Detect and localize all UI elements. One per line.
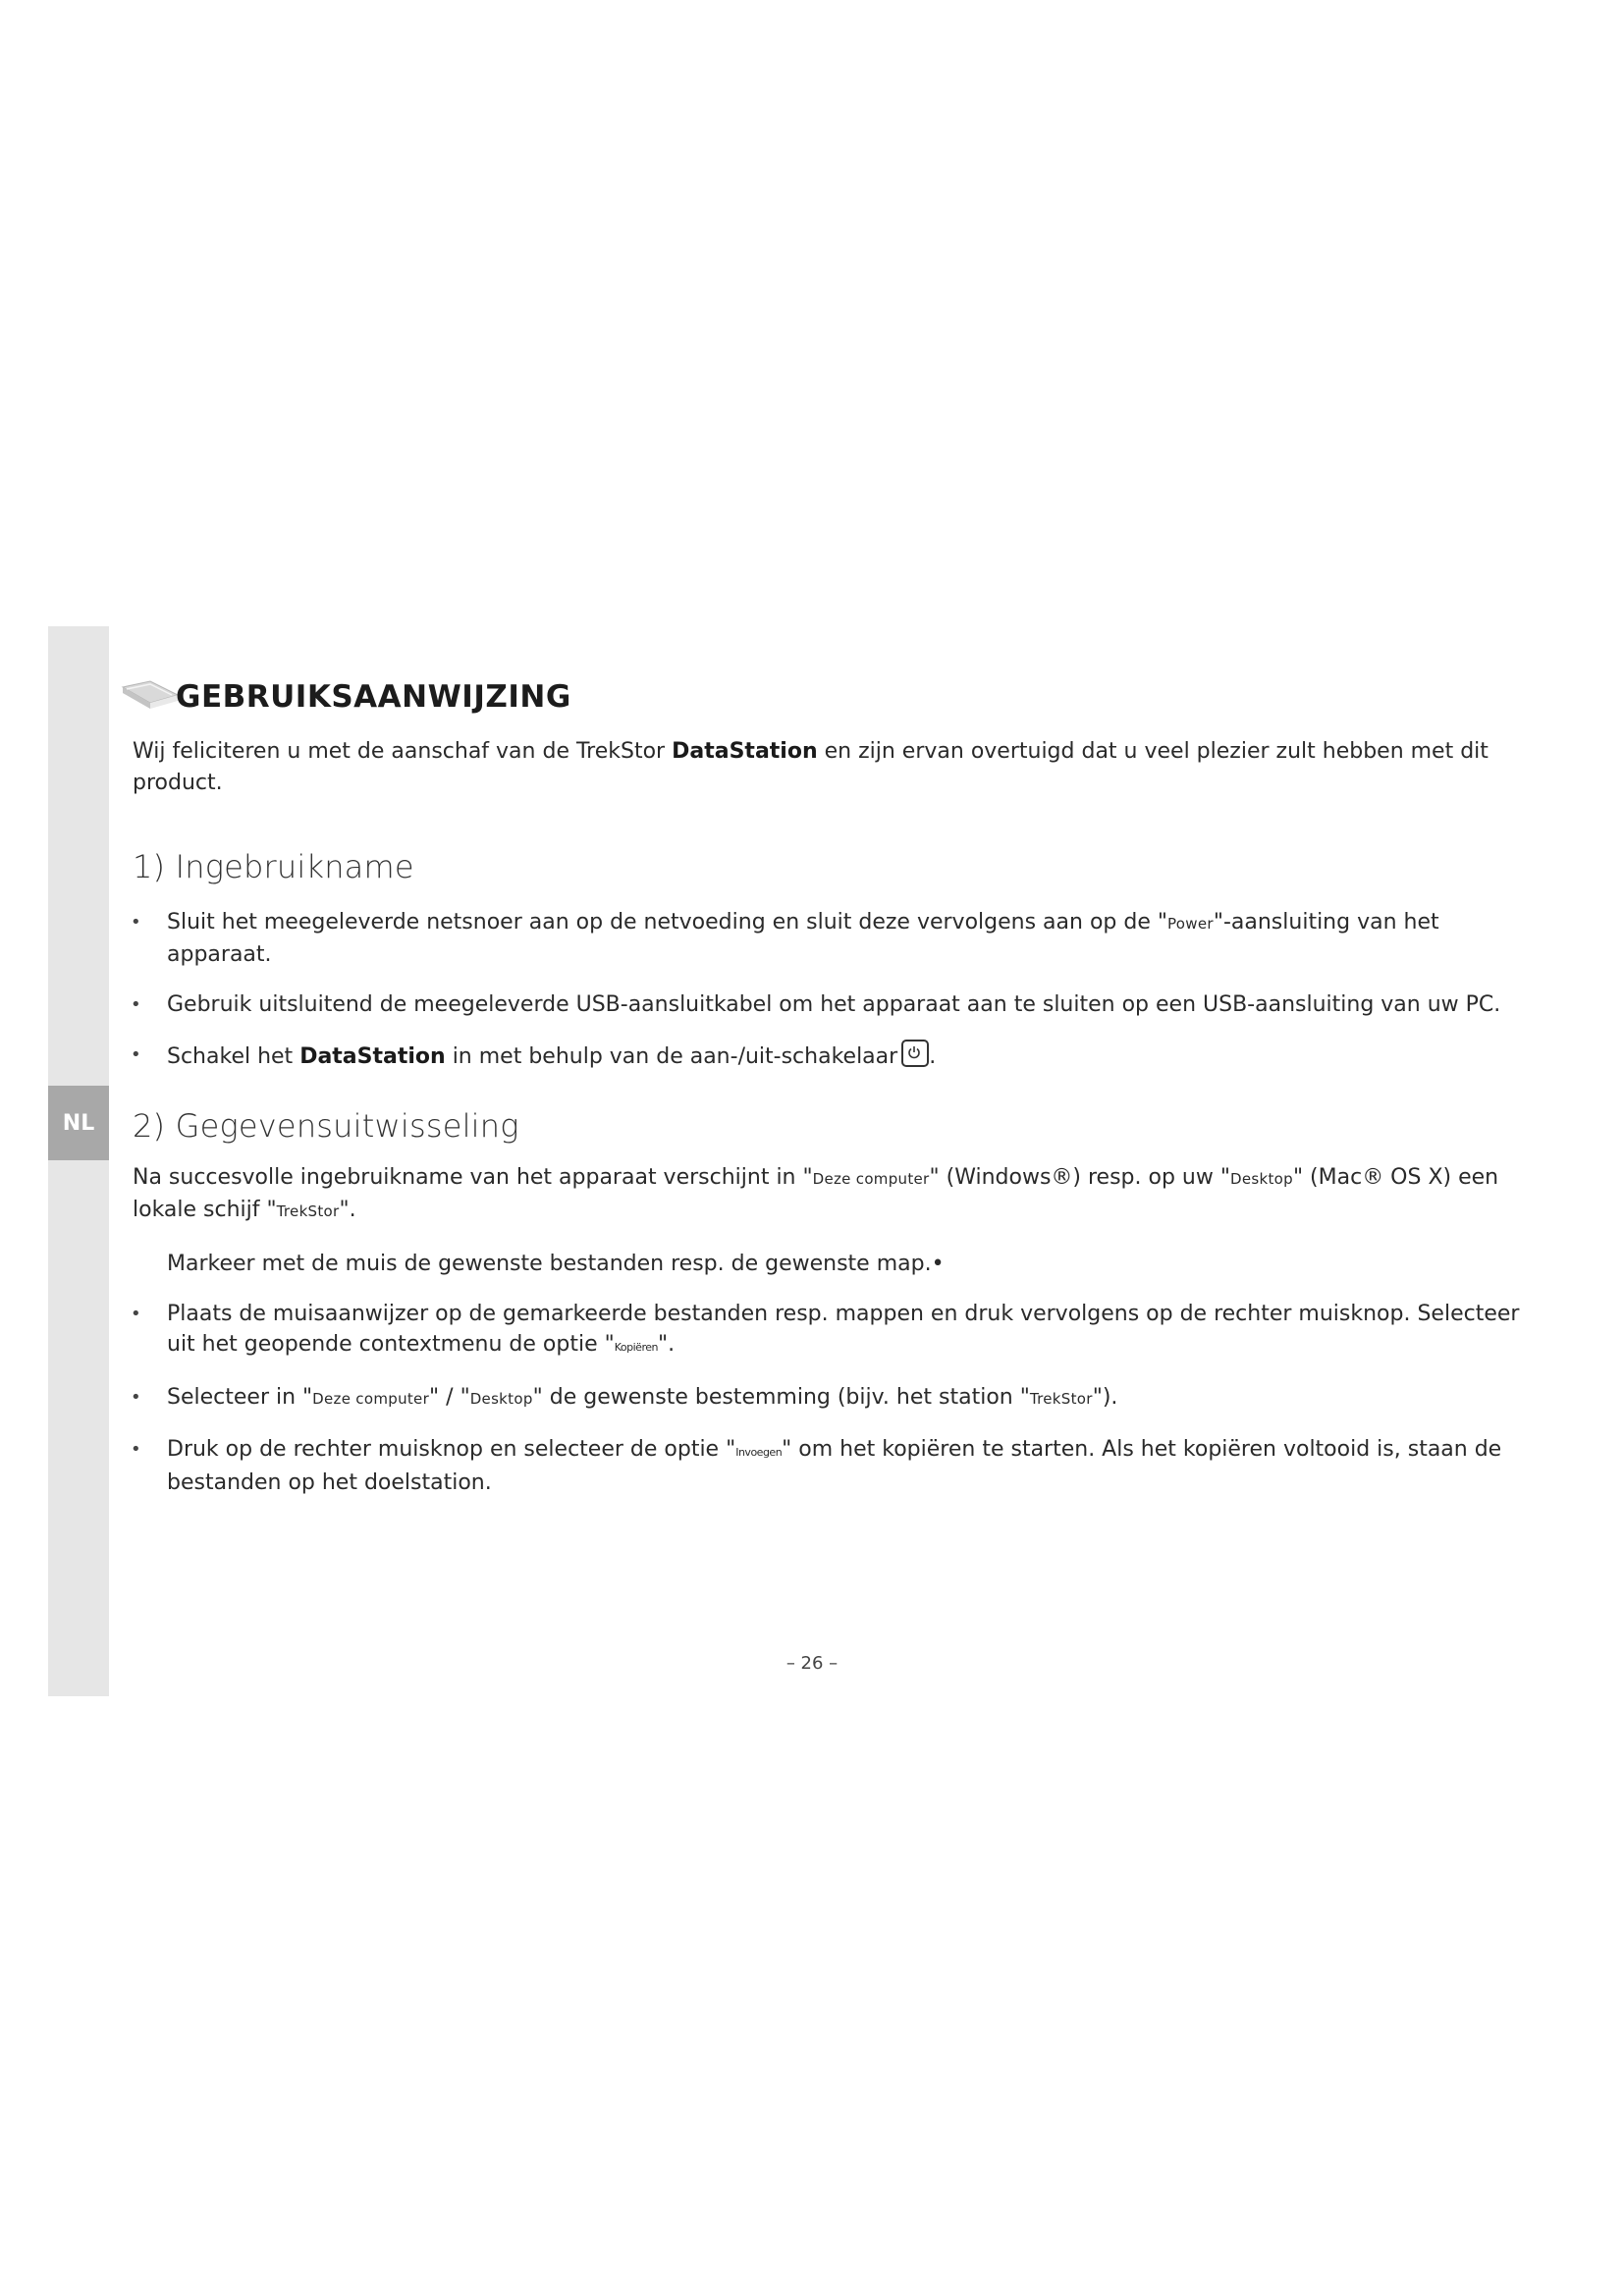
list-item: • Schakel het DataStation in met behulp van de aan-/uit-schakelaar . <box>133 1040 1546 1072</box>
power-icon <box>901 1040 929 1067</box>
product-name: DataStation <box>672 739 818 764</box>
section2-list <box>133 1249 1546 1498</box>
title-row <box>133 667 1546 724</box>
list-item: Markeer met de muis de gewenste bestanden resp. de gewenste map.• <box>167 1252 945 1276</box>
section2-intro: Na succesvolle ingebruikname van het apparaat verschijnt in "Deze computer" (Windows®) resp. op uw "Desktop" (Mac® OS X) een lokale schijf "TrekStor". <box>133 1165 1499 1222</box>
intro-paragraph: Wij feliciteren u met de aanschaf van de TrekStor DataStation en zijn ervan overtuigd dat u veel plezier zult hebben met dit product. <box>133 739 1489 795</box>
section-heading-gegevensuitwisseling: 2) Gegevensuitwisseling <box>133 1107 519 1145</box>
section-heading-ingebruikname: 1) Ingebruikname <box>133 848 414 885</box>
list-item: • Druk op de rechter muisknop en selecteer de optie "Invoegen" om het kopiëren te starten. Als het kopiëren voltooid is, staan de bestanden op het doelstation. <box>131 1437 1502 1495</box>
list-item: • Sluit het meegeleverde netsnoer aan op de netvoeding en sluit deze vervolgens aan op de "Power"-aansluiting van het apparaat. <box>131 910 1439 967</box>
side-margin-bar <box>48 626 109 1696</box>
language-label: NL <box>62 1110 95 1136</box>
manual-page-content <box>133 667 1546 1518</box>
page-number: – 26 – <box>785 1653 839 1674</box>
page-title: GEBRUIKSAANWIJZING <box>176 679 571 715</box>
list-item: • Gebruik uitsluitend de meegeleverde USB-aansluitkabel om het apparaat aan te sluiten op een USB-aansluiting van uw PC. <box>131 992 1501 1017</box>
list-item: • Selecteer in "Deze computer" / "Desktop" de gewenste bestemming (bijv. het station "TrekStor"). <box>131 1385 1118 1410</box>
list-item: • Plaats de muisaanwijzer op de gemarkeerde bestanden resp. mappen en druk vervolgens op de rechter muisknop. Selecteer uit het geopende contextmenu de optie "Kopiëren". <box>131 1302 1520 1357</box>
section1-list <box>133 907 1546 1072</box>
language-tab <box>48 1086 109 1160</box>
book-icon <box>121 673 180 726</box>
